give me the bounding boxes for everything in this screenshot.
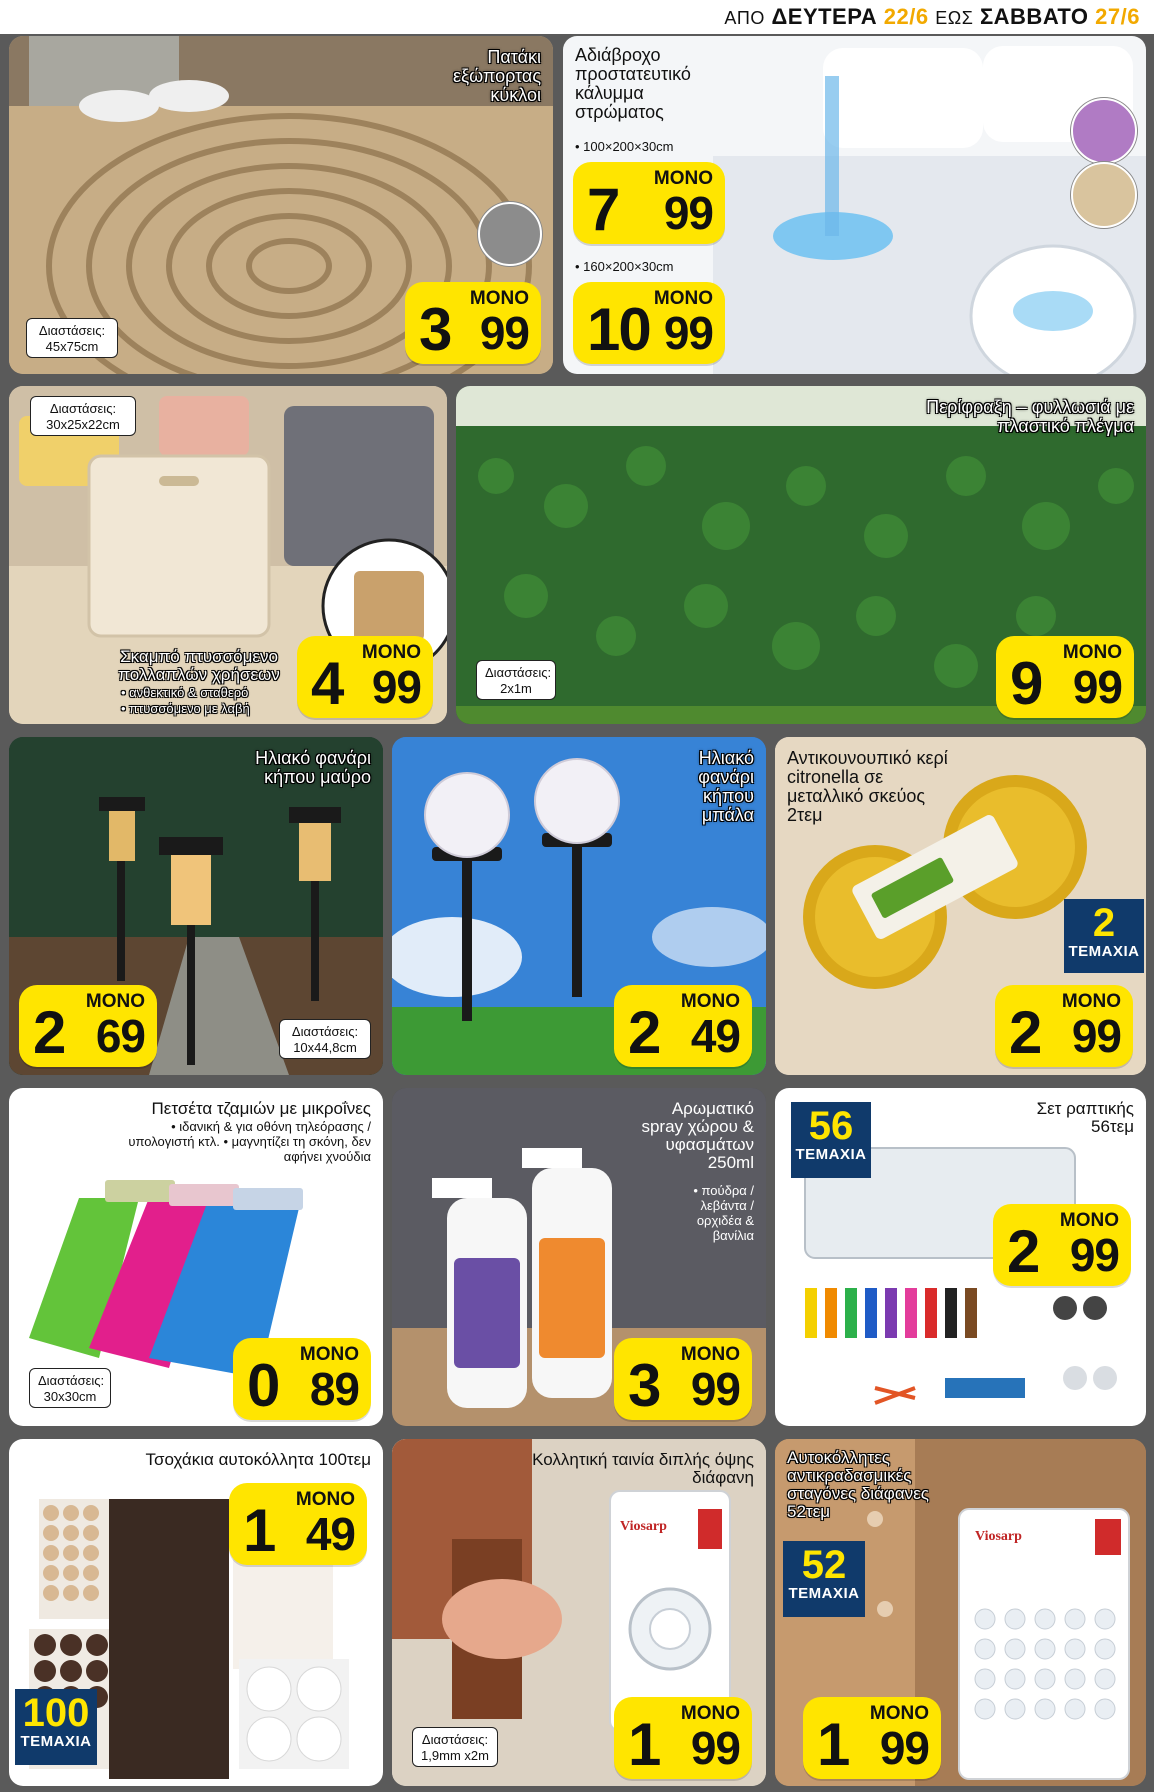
spray-price <box>614 1338 752 1420</box>
price-label: ΜΟΝΟ <box>361 642 421 663</box>
mattress-cover-card[interactable] <box>563 36 1146 374</box>
price-label: ΜΟΝΟ <box>1061 991 1121 1012</box>
price-label: ΜΟΝΟ <box>1062 642 1122 663</box>
tape-title: Κολλητική ταινία διπλής όψης διάφανη <box>532 1450 754 1487</box>
price-label: ΜΟΝΟ <box>680 1344 740 1365</box>
doormat-card[interactable] <box>9 36 553 374</box>
price-integer: 2 <box>33 999 65 1066</box>
badge-number: 100 <box>22 1691 90 1735</box>
bumpers-card[interactable] <box>775 1439 1146 1786</box>
ball-lamp-price <box>614 985 752 1067</box>
microfiber-dims <box>29 1368 111 1408</box>
promo-header <box>0 0 1154 34</box>
lantern-card[interactable] <box>9 737 383 1075</box>
price-label: ΜΟΝΟ <box>680 1703 740 1724</box>
bumpers-price <box>803 1697 941 1779</box>
price-decimal: 99 <box>690 1722 740 1774</box>
doormat-price <box>405 282 541 364</box>
to-date: 27/6 <box>1095 4 1140 29</box>
price-decimal: 99 <box>690 1363 740 1415</box>
stool-title: Σκαμπό πτυσσόμενο πολλαπλών χρήσεων <box>118 647 280 684</box>
fence-card[interactable] <box>456 386 1146 724</box>
promo-dates <box>724 4 1140 30</box>
price-decimal: 99 <box>663 187 713 239</box>
price-integer: 2 <box>628 999 660 1066</box>
fence-dims <box>476 660 556 700</box>
price-label: ΜΟΝΟ <box>653 288 713 309</box>
bumpers-title: Αυτοκόλλητες αντικραδασμικές σταγόνες διάφανες 52τεμ <box>787 1448 929 1521</box>
product-grid <box>0 34 1154 1792</box>
from-day: ΔΕΥΤΕΡΑ <box>771 4 878 29</box>
dims-value: 45x75cm <box>45 338 99 354</box>
microfiber-price <box>233 1338 371 1420</box>
dims-value: 30x25x22cm <box>46 416 120 432</box>
price-decimal: 49 <box>305 1508 355 1560</box>
stool-card[interactable] <box>9 386 447 724</box>
from-label: ΑΠΟ <box>724 8 765 28</box>
doormat-dims <box>26 318 118 358</box>
citronella-price <box>995 985 1133 1067</box>
price-label: ΜΟΝΟ <box>469 288 529 309</box>
from-date: 22/6 <box>883 4 929 29</box>
badge-word: ΤΕΜΑΧΙΑ <box>788 1585 860 1602</box>
mattress-price-2 <box>573 282 725 364</box>
badge-word: ΤΕΜΑΧΙΑ <box>1068 943 1140 960</box>
price-decimal: 99 <box>1072 661 1122 713</box>
sewing-card[interactable] <box>775 1088 1146 1426</box>
microfiber-desc: • ιδανική & για οθόνη τηλεόρασης / υπολογιστή κτλ. • μαγνητίζει τη σκόνη, δεν αφήνει χνούδια <box>128 1119 371 1164</box>
dims-value: 30x30cm <box>43 1388 97 1404</box>
price-decimal: 69 <box>95 1010 145 1062</box>
dims-value: 10x44,8cm <box>293 1039 357 1055</box>
felt-pads-count-badge <box>15 1689 97 1765</box>
mattress-price-1 <box>573 162 725 244</box>
price-decimal: 99 <box>479 307 529 359</box>
lantern-price <box>19 985 157 1067</box>
badge-word: ΤΕΜΑΧΙΑ <box>20 1733 92 1750</box>
price-decimal: 99 <box>879 1722 929 1774</box>
price-label: ΜΟΝΟ <box>869 1703 929 1724</box>
color-swatch-beige <box>1071 162 1137 228</box>
to-label: ΕΩΣ <box>935 8 974 28</box>
price-integer: 3 <box>419 296 451 363</box>
ball-lamp-card[interactable] <box>392 737 766 1075</box>
color-swatch-purple <box>1071 98 1137 164</box>
price-integer: 10 <box>587 296 650 363</box>
bumpers-count-badge <box>783 1541 865 1617</box>
price-integer: 2 <box>1009 999 1041 1066</box>
price-decimal: 99 <box>1069 1229 1119 1281</box>
sewing-price <box>993 1204 1131 1286</box>
price-integer: 1 <box>628 1711 660 1778</box>
microfiber-title: Πετσέτα τζαμιών με μικροΐνες <box>151 1099 371 1118</box>
price-label: ΜΟΝΟ <box>680 991 740 1012</box>
sewing-title: Σετ ραπτικής 56τεμ <box>1036 1099 1134 1136</box>
citronella-title: Αντικουνουπικό κερί citronella σε μεταλλικό σκεύος 2τεμ <box>787 748 948 825</box>
tape-dims <box>412 1727 498 1767</box>
stool-bullet-2: • πτυσσόμενο με λαβή <box>121 701 250 716</box>
tape-brand-logo: Viosarp <box>620 1519 667 1534</box>
dims-label: Διαστάσεις: <box>485 665 552 680</box>
price-label: ΜΟΝΟ <box>295 1489 355 1510</box>
mattress-variant-2: • 160×200×30cm <box>575 259 674 274</box>
price-integer: 0 <box>247 1352 279 1419</box>
price-label: ΜΟΝΟ <box>653 168 713 189</box>
bumpers-brand-logo: Viosarp <box>975 1529 1022 1544</box>
price-integer: 3 <box>628 1352 660 1419</box>
dims-label: Διαστάσεις: <box>38 323 106 338</box>
badge-number: 52 <box>801 1543 847 1587</box>
ball-lamp-title: Ηλιακό φανάρι κήπου μπάλα <box>698 748 754 825</box>
dims-value: 1,9mm x2m <box>421 1747 489 1763</box>
spray-title: Αρωματικό spray χώρου & υφασμάτων 250ml <box>641 1099 754 1172</box>
dims-label: Διαστάσεις: <box>49 401 117 416</box>
citronella-count-badge <box>1064 899 1144 973</box>
price-decimal: 99 <box>371 661 421 713</box>
price-decimal: 99 <box>663 307 713 359</box>
badge-word: ΤΕΜΑΧΙΑ <box>795 1146 867 1163</box>
sewing-count-badge <box>791 1102 871 1178</box>
felt-pads-title: Τσοχάκια αυτοκόλλητα 100τεμ <box>145 1450 371 1469</box>
price-decimal: 99 <box>1071 1010 1121 1062</box>
lantern-title: Ηλιακό φανάρι κήπου μαύρο <box>255 748 371 787</box>
lantern-dims <box>279 1019 371 1059</box>
price-integer: 4 <box>311 650 343 717</box>
felt-pads-card[interactable] <box>9 1439 383 1786</box>
dims-label: Διαστάσεις: <box>291 1024 359 1039</box>
price-integer: 9 <box>1010 650 1042 717</box>
doormat-title: Πατάκι εξώπορτας κύκλοι <box>453 47 541 105</box>
fence-title: Περίφραξη – φυλλωσιά με πλαστικό πλέγμα <box>926 397 1134 436</box>
dims-label: Διαστάσεις: <box>421 1732 489 1747</box>
price-integer: 2 <box>1007 1218 1039 1285</box>
spray-card[interactable] <box>392 1088 766 1426</box>
price-integer: 1 <box>243 1497 275 1564</box>
fence-price <box>996 636 1134 718</box>
dims-value: 2x1m <box>500 680 532 696</box>
dims-label: Διαστάσεις: <box>38 1373 105 1388</box>
price-integer: 1 <box>817 1711 849 1778</box>
citronella-card[interactable] <box>775 737 1146 1075</box>
price-integer: 7 <box>587 176 619 243</box>
tape-price <box>614 1697 752 1779</box>
price-label: ΜΟΝΟ <box>1059 1210 1119 1231</box>
price-decimal: 89 <box>309 1363 359 1415</box>
badge-number: 56 <box>808 1104 854 1148</box>
badge-number: 2 <box>1092 901 1116 945</box>
stool-dims <box>30 396 136 436</box>
mattress-variant-1: • 100×200×30cm <box>575 139 674 154</box>
stool-bullet-1: • ανθεκτικό & σταθερό <box>121 685 249 700</box>
price-decimal: 49 <box>690 1010 740 1062</box>
spray-desc: • πούδρα / λεβάντα / ορχιδέα & βανίλια <box>693 1183 754 1243</box>
color-swatch-gray <box>478 202 542 266</box>
price-label: ΜΟΝΟ <box>85 991 145 1012</box>
to-day: ΣΑΒΒΑΤΟ <box>979 4 1089 29</box>
felt-pads-price <box>229 1483 367 1565</box>
stool-price <box>297 636 433 718</box>
microfiber-card[interactable] <box>9 1088 383 1426</box>
price-label: ΜΟΝΟ <box>299 1344 359 1365</box>
tape-card[interactable] <box>392 1439 766 1786</box>
mattress-title: Αδιάβροχο προστατευτικό κάλυμμα στρώματος <box>575 45 691 122</box>
